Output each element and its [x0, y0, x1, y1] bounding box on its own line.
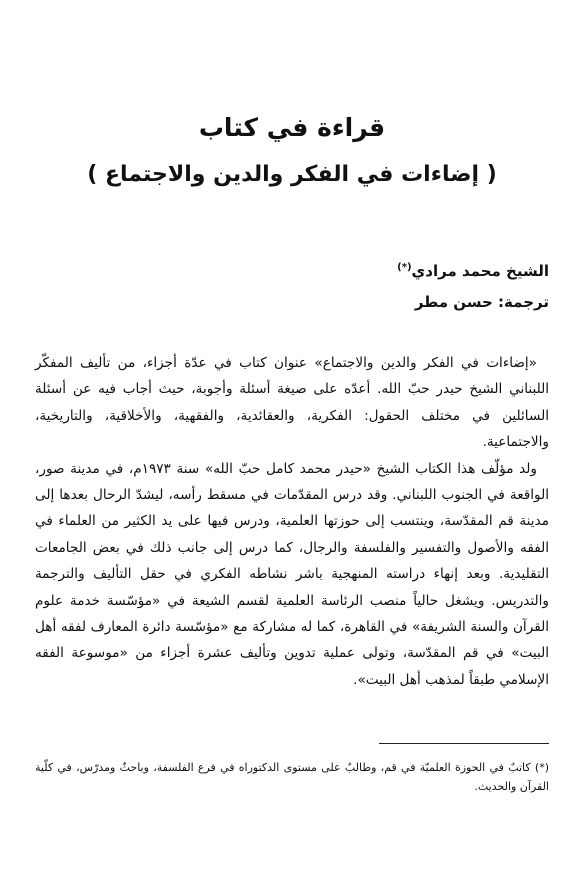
- body-paragraph-2: ولد مؤلّف هذا الكتاب الشيخ «حيدر محمد كامل حبّ الله» سنة ١٩٧٣م، في مدينة صور، الواقعة في الجنوب اللبناني. وقد درس المقدّمات في مسقط رأسه، ليشدّ الرحال بعدها إلى مدينة قم المقدّسة، وينتسب إلى حوزتها العلمية، ودرس فيها على يد الكثير من العلماء في الفقه والأصول والتفسير والفلسفة والرجال، كما درس إلى جانب ذلك في بعض الجامعات التقليدية. وبعد إنهاء دراسته المنهجية باشر نشاطه الفكري في حقل التأليف والترجمة والتدريس. ويشغل حالياً منصب الرئاسة العلمية لقسم الشيعة في «مؤسّسة خدمة علوم القرآن والسنة الشريفة» في القاهرة، كما له مشاركة مع «مؤسّسة دائرة المعارف لفقه أهل البيت» في قم المقدّسة، وتولى عملية تدوين وتأليف عشرة أجزاء من «موسوعة الفقه الإسلامي طبقاً لمذهب أهل البيت».: [35, 460, 549, 688]
- footnote-marker: (*): [397, 262, 412, 273]
- footnote-divider: [379, 743, 549, 744]
- body-paragraph-1: «إضاءات في الفكر والدين والاجتماع» عنوان كتاب في عدّة أجزاء، من تأليف المفكّر اللبناني الشيخ حيدر حبّ الله. أعدّه على صيغة أسئلة وأجوبة، حيث أجاب فيه عن أسئلة السائلين في مختلف الحقول: الفكرية، والعقائدية، والفقهية، والأخلاقية، والتاريخية، والاجتماعية.: [35, 355, 549, 451]
- translator-name: ترجمة: حسن مطر: [414, 293, 549, 311]
- author-name-text: الشيخ محمد مرادي: [411, 262, 549, 280]
- author-name: [397, 258, 549, 281]
- book-title: ( إضاءات في الفكر والدين والاجتماع ): [87, 162, 497, 187]
- article-body: [35, 350, 549, 693]
- footnote: (*) كاتبٌ في الحوزة العلميّة في قم، وطالبٌ على مستوى الدكتوراه في فرع الفلسفة، وباحثٌ ومدرّس، في كلّية القرآن والحديث.: [35, 761, 549, 793]
- article-title: قراءة في كتاب: [198, 113, 386, 142]
